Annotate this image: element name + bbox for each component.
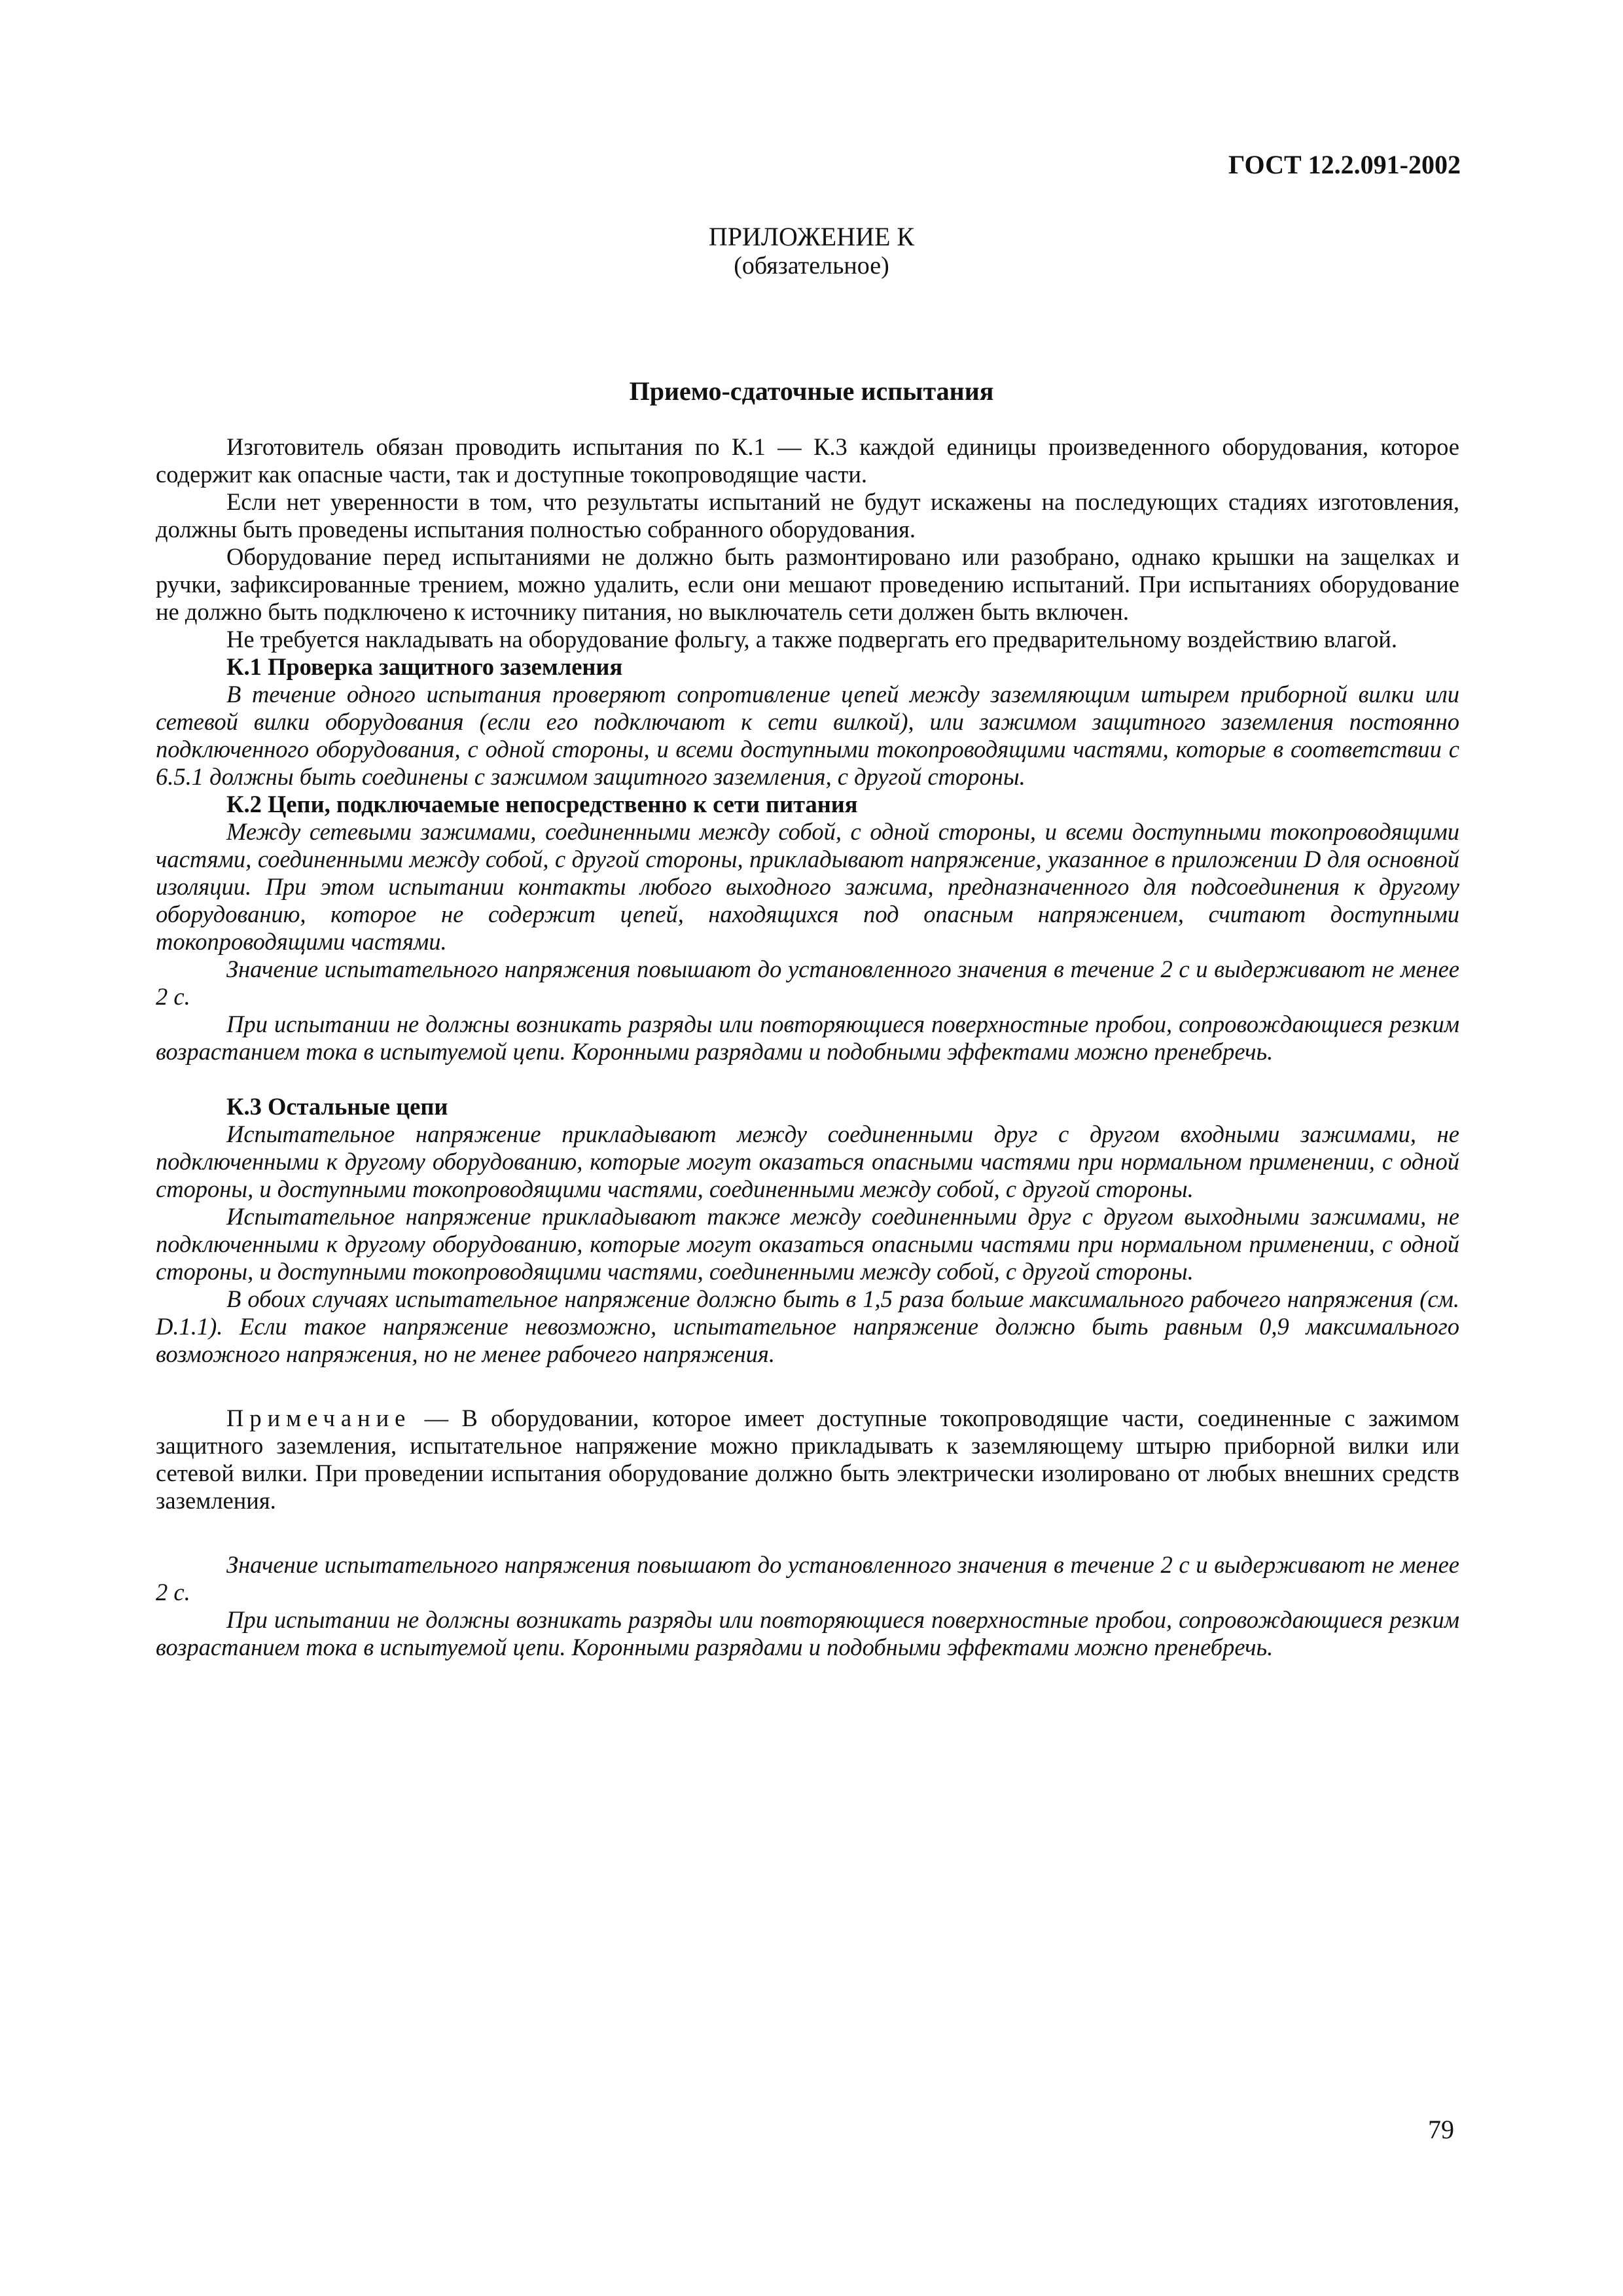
section-title: Приемо-сдаточные испытания: [629, 376, 994, 406]
note-text: В оборудовании, которое имеет доступные токопроводящие части, соединенные с зажимом защитного заземления, испытательное напряжение можно прикладывать к заземляющему штырю приборной вилки или сетевой вилки. При проведении испытания оборудование должно быть электрически изолировано от любых внешних средств заземления.: [156, 1405, 1459, 1514]
appendix-status: (обязательное): [734, 252, 889, 279]
k3-paragraph: Испытательное напряжение прикладывают также между соединенными друг с другом выходными зажимами, не подключенными к другому оборудованию, которые могут оказаться опасными частями при нормальном применении, с одной стороны, и доступными токопроводящими частями, соединенными между собой, с другой стороны.: [156, 1203, 1459, 1285]
closing-paragraph: Значение испытательного напряжения повышают до установленного значения в течение 2 с и выдерживают не менее 2 с.: [156, 1551, 1459, 1605]
note-paragraph: [156, 1405, 1459, 1515]
note-dash: —: [411, 1405, 462, 1431]
k2-paragraph: Между сетевыми зажимами, соединенными между собой, с одной стороны, и всеми доступными токопроводящими частями, соединенными между собой, с другой стороны, прикладывают напряжение, указанное в приложении D для основной изоляции. При этом испытании контакты любого выходного зажима, предназначенного для подсоединения к другому оборудованию, которое не содержит цепей, находящихся под опасным напряжением, считают доступными токопроводящими частями.: [156, 818, 1459, 955]
page-number: 79: [1428, 2115, 1454, 2144]
k3-paragraph: В обоих случаях испытательное напряжение должно быть в 1,5 раза больше максимального рабочего напряжения (см. D.1.1). Если такое напряжение невозможно, испытательное напряжение должно быть равным 0,9 максимального возможного напряжения, но не менее рабочего напряжения.: [156, 1285, 1459, 1367]
k2-paragraph: При испытании не должны возникать разряды или повторяющиеся поверхностные пробои, сопровождающиеся резким возрастанием тока в испытуемой цепи. Коронными разрядами и подобными эффектами можно пренебречь.: [156, 1011, 1459, 1065]
document-body: [156, 433, 1459, 1661]
k2-paragraph: Значение испытательного напряжения повышают до установленного значения в течение 2 с и выдерживают не менее 2 с.: [156, 956, 1459, 1010]
k2-heading: К.2 Цепи, подключаемые непосредственно к сети питания: [226, 791, 858, 817]
intro-paragraph: Если нет уверенности в том, что результаты испытаний не будут искажены на последующих стадиях изготовления, должны быть проведены испытания полностью собранного оборудования.: [156, 488, 1459, 543]
k3-paragraph: Испытательное напряжение прикладывают между соединенными друг с другом входными зажимами, не подключенными к другому оборудованию, которые могут оказаться опасными частями при нормальном применении, с одной стороны, и доступными токопроводящими частями, соединенными между собой, с другой стороны.: [156, 1121, 1459, 1202]
intro-paragraph: Изготовитель обязан проводить испытания по К.1 — К.3 каждой единицы произведенного оборудования, которое содержит как опасные части, так и доступные токопроводящие части.: [156, 433, 1459, 488]
appendix-label: ПРИЛОЖЕНИЕ К: [708, 222, 915, 251]
intro-paragraph: Оборудование перед испытаниями не должно быть размонтировано или разобрано, однако крышки на защелках и ручки, зафиксированные трением, можно удалить, если они мешают проведению испытаний. При испытаниях оборудование не должно быть подключено к источнику питания, но выключатель сети должен быть включен.: [156, 543, 1459, 625]
k1-heading: К.1 Проверка защитного заземления: [226, 653, 623, 680]
k3-heading: К.3 Остальные цепи: [226, 1093, 448, 1120]
closing-paragraph: При испытании не должны возникать разряды или повторяющиеся поверхностные пробои, сопровождающиеся резким возрастанием тока в испытуемой цепи. Коронными разрядами и подобными эффектами можно пренебречь.: [156, 1606, 1459, 1660]
note-label: Примечание: [226, 1405, 412, 1431]
standard-number: ГОСТ 12.2.091-2002: [1228, 150, 1461, 179]
k1-paragraph: В течение одного испытания проверяют сопротивление цепей между заземляющим штырем приборной вилки или сетевой вилки оборудования (если его подключают к сети вилкой), или зажимом защитного заземления постоянно подключенного оборудования, с одной стороны, и всеми доступными токопроводящими частями, которые в соответствии с 6.5.1 должны быть соединены с зажимом защитного заземления, с другой стороны.: [156, 681, 1459, 790]
intro-paragraph: Не требуется накладывать на оборудование фольгу, а также подвергать его предварительному воздействию влагой.: [226, 626, 1398, 653]
